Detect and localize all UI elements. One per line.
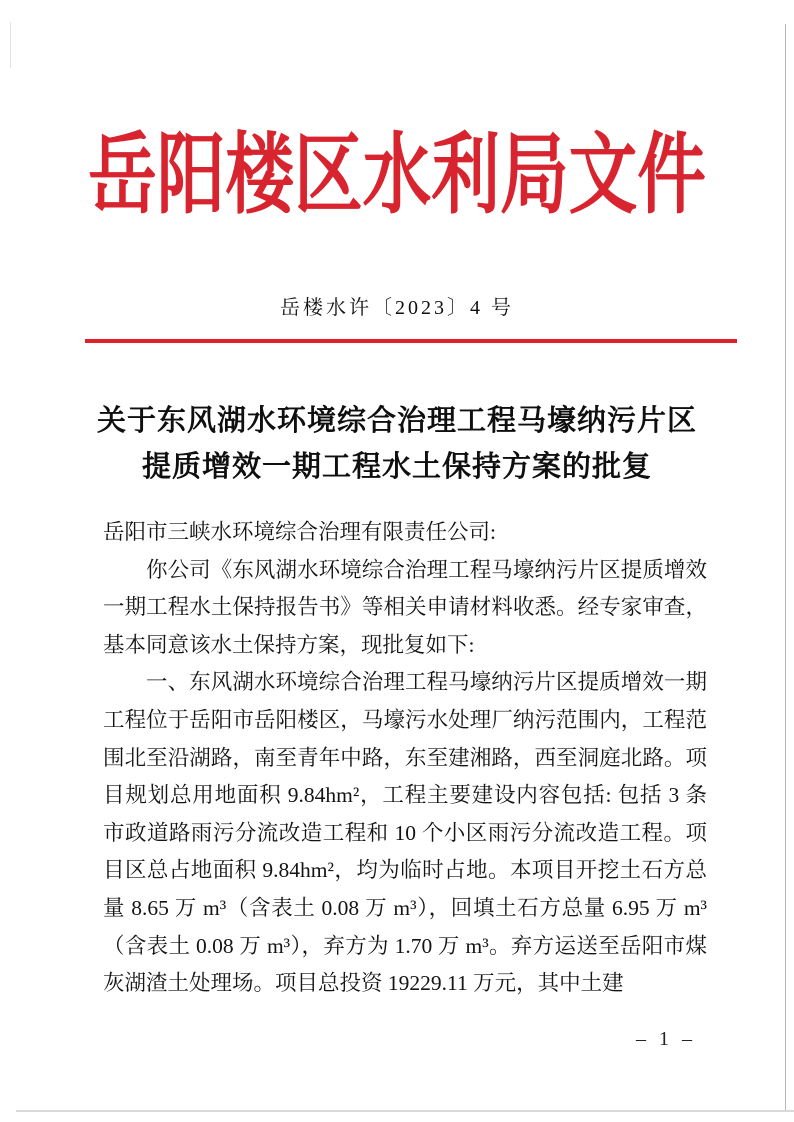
- scan-edge-bottom: [16, 1110, 794, 1112]
- document-number: 岳楼水许〔2023〕4 号: [280, 297, 514, 319]
- red-divider-rule: [85, 339, 737, 343]
- body-paragraph: 一、东风湖水环境综合治理工程马壕纳污片区提质增效一期工程位于岳阳市岳阳楼区，马壕污水处理厂纳污范围内，工程范围北至沿湖路，南至青年中路，东至建湘路，西至洞庭北路。项目规划总用地面积 9.84hm²，工程主要建设内容包括: 包括 3 条市政道路雨污分流改造工程和 10 个小区雨污分流改造工程。项目区总占地面积 9.84hm²，均为临时占地。本项目开挖土石方总量 8.65 万 m³（含表土 0.08 万 m³），回填土石方总量 6.95 万 m³（含表土 0.08 万 m³），弃方为 1.70 万 m³。弃方运送至岳阳市煤灰湖渣土处理场。项目总投资 19229.11 万元，其中土建: [103, 670, 707, 996]
- document-title-line1: 关于东风湖水环境综合治理工程马壕纳污片区: [96, 405, 697, 437]
- agency-letterhead-title: 岳阳楼区水利局文件: [88, 128, 706, 225]
- page-number: – 1 –: [636, 1028, 696, 1050]
- body-paragraph: 你公司《东风湖水环境综合治理工程马壕纳污片区提质增效一期工程水土保持报告书》等相关申请材料收悉。经专家审查，基本同意该水土保持方案，现批复如下:: [103, 557, 707, 657]
- scan-edge-right: [785, 24, 786, 1112]
- document-body: [103, 514, 707, 1003]
- salutation-line: 岳阳市三峡水环境综合治理有限责任公司:: [103, 520, 496, 544]
- document-title-line2: 提质增效一期工程水土保持方案的批复: [141, 451, 652, 483]
- document-title: [40, 398, 754, 490]
- scan-edge-top-left: [10, 22, 11, 68]
